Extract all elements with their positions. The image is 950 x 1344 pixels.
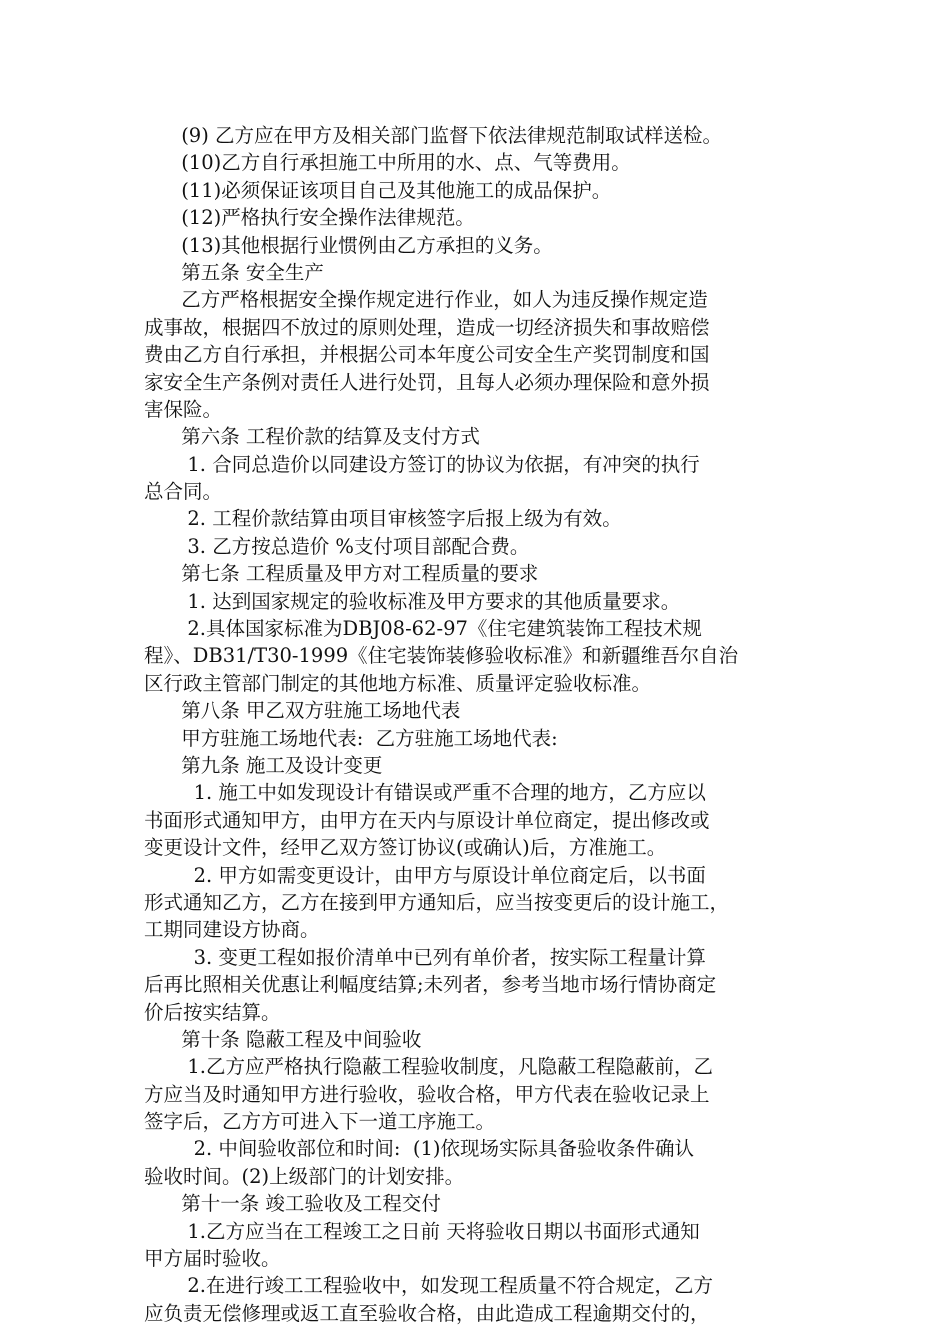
text-line: 程》、DB31/T30-1999《住宅装饰装修验收标准》和新疆维吾尔自治 (144, 644, 739, 668)
text-line: 1. 合同总造价以同建设方签订的协议为依据，有冲突的执行 (144, 452, 700, 476)
text-line: (11)必须保证该项目自己及其他施工的成品保护。 (144, 178, 612, 202)
text-line: 区行政主管部门制定的其他地方标准、质量评定验收标准。 (144, 671, 652, 695)
text-line: 第七条 工程质量及甲方对工程质量的要求 (144, 562, 539, 586)
text-line: 2. 甲方如需变更设计，由甲方与原设计单位商定后，以书面 (144, 863, 706, 887)
text-line: 第五条 安全生产 (144, 260, 324, 284)
text-line: 害保险。 (144, 397, 223, 421)
text-line: 应负责无偿修理或返工直至验收合格，由此造成工程逾期交付的， (144, 1301, 710, 1325)
text-line: 1.乙方应严格执行隐蔽工程验收制度，凡隐蔽工程隐蔽前，乙 (144, 1055, 713, 1079)
text-line: 总合同。 (144, 480, 223, 504)
text-line: 后再比照相关优惠让利幅度结算;未列者，参考当地市场行情协商定 (144, 973, 717, 997)
text-line: 3. 变更工程如报价清单中已列有单价者，按实际工程量计算 (144, 945, 706, 969)
text-line: 第十一条 竣工验收及工程交付 (144, 1192, 441, 1216)
text-line: 第十条 隐蔽工程及中间验收 (144, 1027, 422, 1051)
text-line: 家安全生产条例对责任人进行处罚，且每人必须办理保险和意外损 (144, 370, 710, 394)
text-line: 甲方驻施工场地代表: 乙方驻施工场地代表: (144, 726, 558, 750)
text-line: (12)严格执行安全操作法律规范。 (144, 206, 475, 230)
text-line: 1.乙方应当在工程竣工之日前 天将验收日期以书面形式通知 (144, 1219, 700, 1243)
text-line: 甲方届时验收。 (144, 1247, 281, 1271)
text-line: 费由乙方自行承担，并根据公司本年度公司安全生产奖罚制度和国 (144, 343, 710, 367)
text-line: 价后按实结算。 (144, 1000, 281, 1024)
text-line: 工期同建设方协商。 (144, 918, 320, 942)
text-line: 1. 施工中如发现设计有错误或严重不合理的地方，乙方应以 (144, 781, 706, 805)
text-line: 第八条 甲乙双方驻施工场地代表 (144, 699, 461, 723)
text-line: 第六条 工程价款的结算及支付方式 (144, 425, 480, 449)
text-line: 形式通知乙方，乙方在接到甲方通知后，应当按变更后的设计施工， (144, 890, 730, 914)
text-line: 2. 工程价款结算由项目审核签字后报上级为有效。 (144, 507, 622, 531)
text-line: 1. 达到国家规定的验收标准及甲方要求的其他质量要求。 (144, 589, 681, 613)
document-body (144, 122, 814, 1327)
text-line: 方应当及时通知甲方进行验收，验收合格，甲方代表在验收记录上 (144, 1082, 710, 1106)
text-line: 2.具体国家标准为DBJ08-62-97《住宅建筑装饰工程技术规 (144, 617, 702, 641)
text-line: 2. 中间验收部位和时间: (1)依现场实际具备验收条件确认 (144, 1137, 694, 1161)
text-line: 成事故，根据四不放过的原则处理，造成一切经济损失和事故赔偿 (144, 315, 710, 339)
text-line: 2.在进行竣工工程验收中，如发现工程质量不符合规定，乙方 (144, 1274, 713, 1298)
text-line: (10)乙方自行承担施工中所用的水、点、气等费用。 (144, 151, 631, 175)
text-line: 第九条 施工及设计变更 (144, 753, 383, 777)
text-line: (13)其他根据行业惯例由乙方承担的义务。 (144, 233, 553, 257)
text-line: (9) 乙方应在甲方及相关部门监督下依法律规范制取试样送检。 (144, 124, 723, 147)
text-line: 书面形式通知甲方，由甲方在天内与原设计单位商定，提出修改或 (144, 808, 710, 832)
text-line: 验收时间。(2)上级部门的计划安排。 (144, 1164, 465, 1188)
text-line: 签字后，乙方方可进入下一道工序施工。 (144, 1110, 496, 1134)
text-line: 乙方严格根据安全操作规定进行作业，如人为违反操作规定造 (144, 288, 708, 312)
text-line: 变更设计文件，经甲乙双方签订协议(或确认)后，方准施工。 (144, 836, 667, 860)
text-line: 3. 乙方按总造价 %支付项目部配合费。 (144, 534, 530, 558)
